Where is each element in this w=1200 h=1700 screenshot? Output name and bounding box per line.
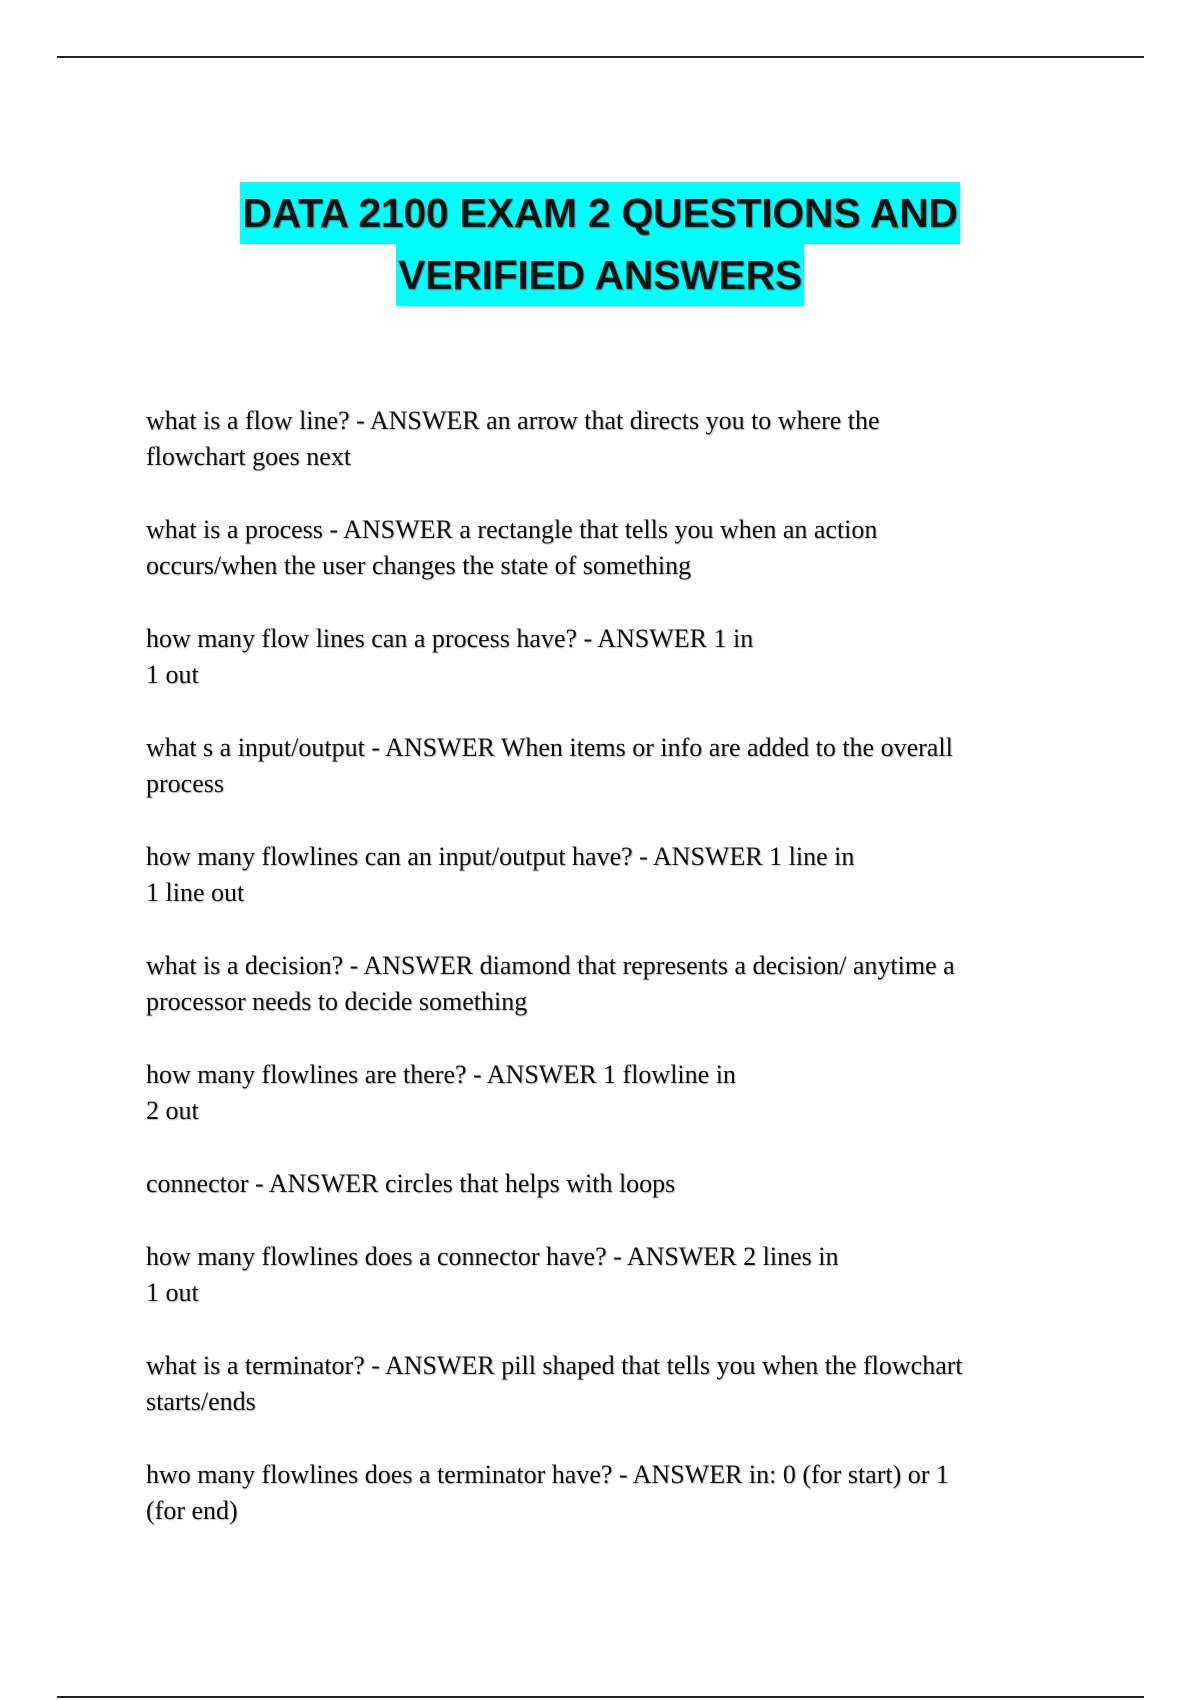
qa-item-decision [146,948,1066,1020]
title-line-1: DATA 2100 EXAM 2 QUESTIONS AND [240,182,959,244]
qa-item-terminator-flowlines [146,1457,1066,1529]
qa-line: occurs/when the user changes the state of something [146,551,692,580]
title-line-2: VERIFIED ANSWERS [396,244,804,306]
qa-line: connector - ANSWER circles that helps with loops [146,1169,676,1198]
qa-line: how many flowlines does a connector have? - ANSWER 2 lines in [146,1242,839,1271]
document-title [0,182,1200,306]
qa-line: what is a process - ANSWER a rectangle that tells you when an action [146,515,878,544]
qa-line: (for end) [146,1496,238,1525]
qa-line: process [146,769,224,798]
qa-item-terminator [146,1348,1066,1420]
qa-line: 1 line out [146,878,245,907]
bottom-rule [57,1696,1144,1698]
top-rule [57,56,1144,58]
qa-line: processor needs to decide something [146,987,528,1016]
qa-line: what s a input/output - ANSWER When items or info are added to the overall [146,733,953,762]
qa-line: 2 out [146,1096,199,1125]
qa-line: what is a flow line? - ANSWER an arrow that directs you to where the [146,406,880,435]
qa-line: how many flowlines are there? - ANSWER 1 flowline in [146,1060,736,1089]
qa-item-input-output [146,730,1066,802]
qa-line: how many flowlines can an input/output have? - ANSWER 1 line in [146,842,855,871]
qa-item-process [146,512,1066,584]
qa-line: hwo many flowlines does a terminator have? - ANSWER in: 0 (for start) or 1 [146,1460,949,1489]
qa-item-process-flowlines [146,621,1066,693]
qa-line: flowchart goes next [146,442,352,471]
qa-item-input-output-flowlines [146,839,1066,911]
qa-line: how many flow lines can a process have? - ANSWER 1 in [146,624,754,653]
qa-line: starts/ends [146,1387,256,1416]
qa-line: 1 out [146,1278,199,1307]
qa-item-flow-line [146,403,1066,475]
qa-item-connector [146,1166,1066,1202]
qa-line: what is a decision? - ANSWER diamond that represents a decision/ anytime a [146,951,955,980]
qa-item-connector-flowlines [146,1239,1066,1311]
qa-item-decision-flowlines [146,1057,1066,1129]
qa-list [146,403,1066,1566]
qa-line: 1 out [146,660,199,689]
qa-line: what is a terminator? - ANSWER pill shaped that tells you when the flowchart [146,1351,963,1380]
